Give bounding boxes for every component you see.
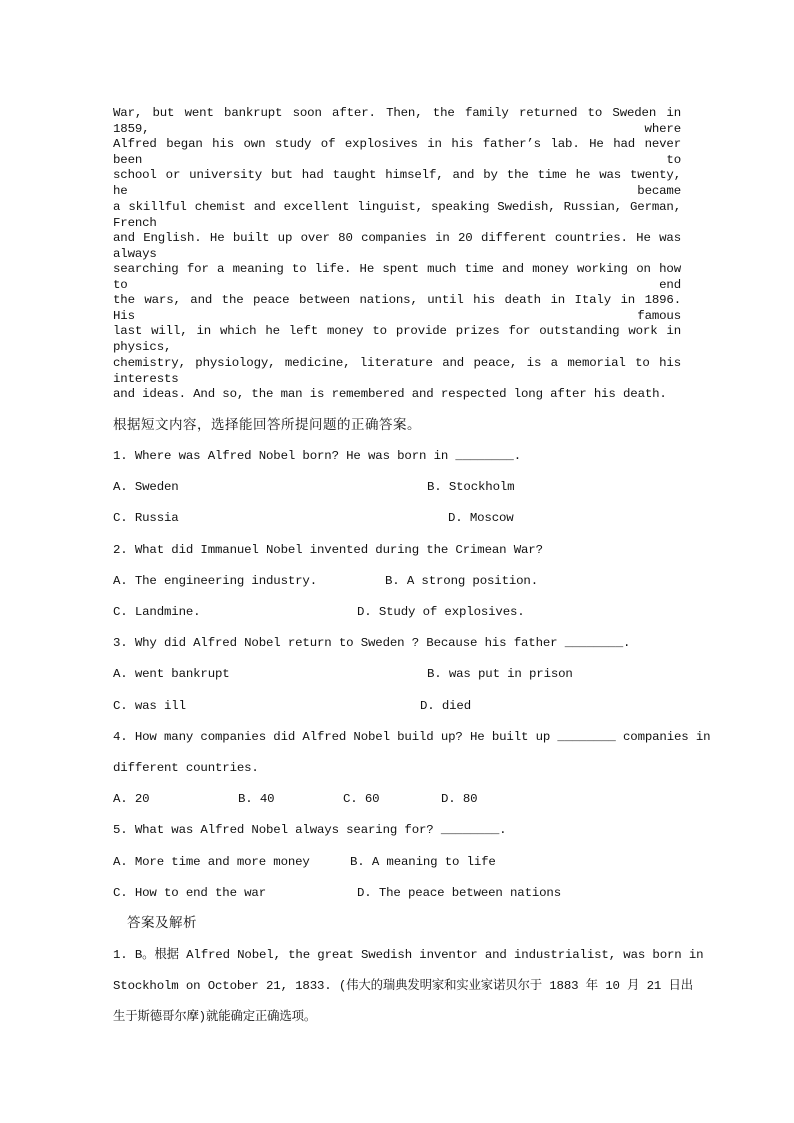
question-1: 1. Where was Alfred Nobel born? He was born in ________.: [113, 449, 521, 463]
answer-line: 生于斯德哥尔摩)就能确定正确选项。: [113, 1010, 317, 1024]
question-4-continuation: different countries.: [113, 761, 259, 775]
question-4-option-a: A. 20: [113, 792, 150, 806]
answer-line: 1. B。根据 Alfred Nobel, the great Swedish inventor and industrialist, was born in: [113, 948, 704, 962]
question-1-option-c: C. Russia: [113, 511, 179, 525]
instruction: 根据短文内容，选择能回答所提问题的正确答案。: [113, 417, 421, 433]
question-3-option-a: A. went bankrupt: [113, 667, 230, 681]
question-1-option-d: D. Moscow: [448, 511, 514, 525]
question-5-option-a: A. More time and more money: [113, 855, 310, 869]
question-2-option-d: D. Study of explosives.: [357, 605, 525, 619]
question-2-option-a: A. The engineering industry.: [113, 574, 317, 588]
answer-line: Stockholm on October 21, 1833. (伟大的瑞典发明家和实业家诺贝尔于 1883 年 10 月 21 日出: [113, 979, 693, 993]
passage-line: War, but went bankrupt soon after. Then, the family returned to Sweden in 1859, where: [113, 106, 681, 136]
question-3-option-c: C. was ill: [113, 699, 186, 713]
question-5: 5. What was Alfred Nobel always searing for? ________.: [113, 823, 507, 837]
passage-line: Alfred began his own study of explosives in his father’s lab. He had never been to: [113, 137, 681, 168]
passage-line: and English. He built up over 80 companies in 20 different countries. He was always: [113, 230, 681, 261]
question-1-option-b: B. Stockholm: [427, 480, 515, 494]
passage-line: searching for a meaning to life. He spent much time and money working on how to end: [113, 261, 681, 292]
passage-text: [113, 105, 681, 417]
question-4-option-b: B. 40: [238, 792, 275, 806]
question-1-option-a: A. Sweden: [113, 480, 179, 494]
question-3-option-d: D. died: [420, 699, 471, 713]
passage-line: and ideas. And so, the man is remembered and respected long after his death.: [113, 386, 667, 401]
passage-line: chemistry, physiology, medicine, literature and peace, is a memorial to his interests: [113, 355, 681, 386]
answer-heading: 答案及解析: [127, 915, 197, 931]
question-2: 2. What did Immanuel Nobel invented during the Crimean War?: [113, 543, 543, 557]
question-2-option-b: B. A strong position.: [385, 574, 538, 588]
question-2-option-c: C. Landmine.: [113, 605, 201, 619]
question-5-option-b: B. A meaning to life: [350, 855, 496, 869]
question-4: 4. How many companies did Alfred Nobel build up? He built up ________ companies in: [113, 730, 711, 744]
question-4-option-c: C. 60: [343, 792, 380, 806]
question-4-option-d: D. 80: [441, 792, 478, 806]
question-5-option-d: D. The peace between nations: [357, 886, 561, 900]
question-5-option-c: C. How to end the war: [113, 886, 266, 900]
question-3: 3. Why did Alfred Nobel return to Sweden ? Because his father ________.: [113, 636, 631, 650]
passage-line: a skillful chemist and excellent linguist, speaking Swedish, Russian, German, French: [113, 199, 681, 230]
passage-line: the wars, and the peace between nations, until his death in Italy in 1896. His famous: [113, 293, 681, 324]
passage-line: last will, in which he left money to provide prizes for outstanding work in physics,: [113, 324, 681, 355]
passage-line: school or university but had taught himself, and by the time he was twenty, he became: [113, 168, 681, 199]
question-3-option-b: B. was put in prison: [427, 667, 573, 681]
